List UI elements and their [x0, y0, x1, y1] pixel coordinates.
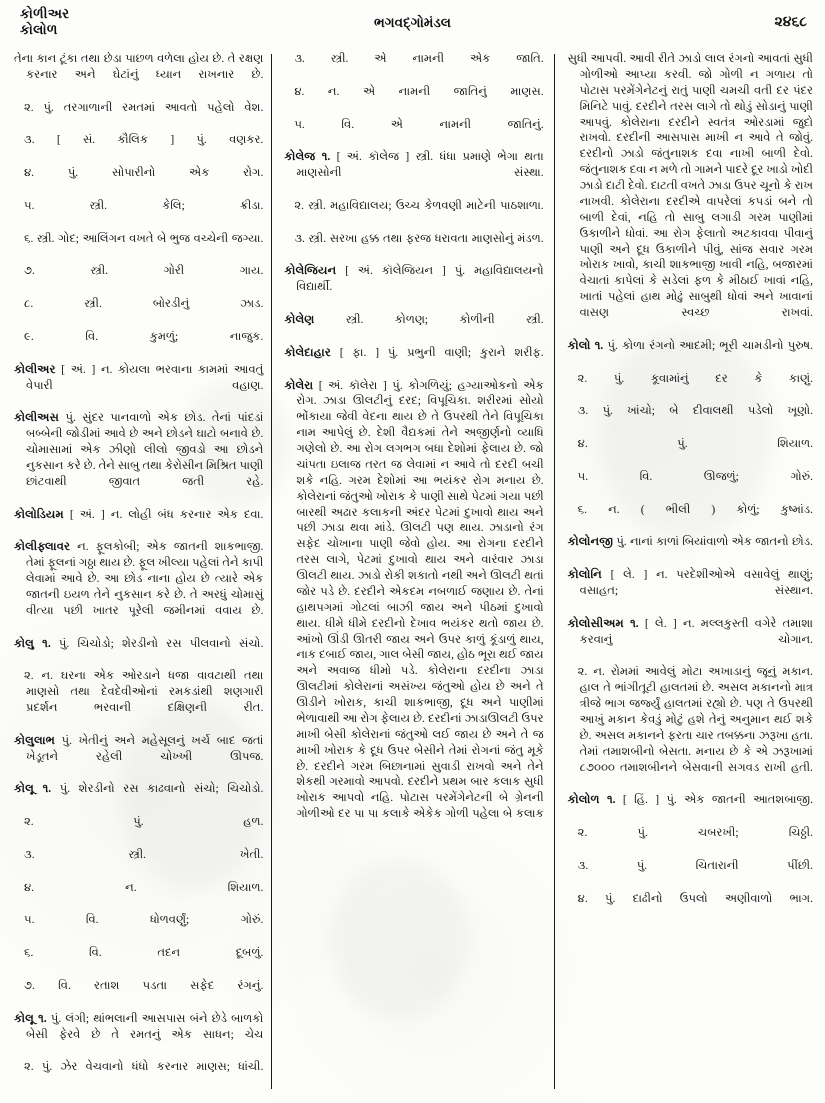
entry-sense	[568, 470, 813, 502]
entry-sense	[284, 52, 543, 84]
sense-text: ૫. વિ. ધોળવર્ણું; ગોરું.	[24, 914, 264, 927]
sense-number: ૧.	[42, 783, 52, 796]
entry-headword: કોલીઅર	[14, 363, 56, 376]
entry-definition: ન. લોહી બંધ કરનાર એક દવા.	[110, 508, 264, 521]
entry-definition: ન. મલ્લકુસ્તી વગેરે તમાશા કરવાનું ચોગાન.	[579, 617, 813, 646]
entry-sense	[14, 133, 263, 165]
dictionary-entry	[284, 346, 543, 378]
entry-sense	[284, 199, 543, 231]
entry-headword: કોલોનજી	[567, 536, 614, 549]
page-header	[14, 6, 811, 50]
entry-headword: કોલૂ	[14, 1012, 34, 1025]
entry-headword: કોલો	[567, 339, 591, 352]
dictionary-title: ભગવદ્ગોમંડલ	[374, 15, 451, 30]
entry-sense	[14, 815, 263, 847]
entry-headword: કોલેદાહાર	[284, 346, 331, 359]
sense-number: ૧.	[607, 794, 616, 807]
sense-text: ૨. પું. ઝેર વેચવાનો ધંધો કરનાર માણસ; ધાંચી.	[24, 1061, 264, 1074]
entry-headword: કોલૂ	[14, 783, 34, 796]
running-head-last-word: કોલોળ	[20, 21, 58, 37]
entry-definition: પું. કોળા રંગનો આદમી; ભૂરી ચામડીનો પુરુષ.	[607, 339, 813, 352]
sense-text: ૨. ન. રોમમાં આવેલું મોટા અખાડાનું જૂનું મકાન. હાલ તે ભાંગીતૂટી હાલતમાં છે. અસલ મકાનનો માત્ર ત્રીજે ભાગ જર્જ્યું હાલતમાં રહ્યો છે. પણ તે ઉપરથી આખું મકાન કેવડું મોટું હશે તેનું અનુમાન થઈ શકે છે. અસલ મકાનને ફરતા ચાર તબક્કના ઝરૂખા હતા. તેમાં તમાશબીનો બેસતા. મનાય છે કે એ ઝરૂખામાં ૮૭૦૦૦ તમાશબીનને બેસવાની સગવડ રાખી હતી.	[577, 666, 813, 774]
continuation-text: સુધી આપવી. આવી રીતે ઝાડો લાલ રંગનો આવતાં સુધી ગોળીઓ આપ્યા કરવી. જો ગોળી ન ગળાય તો પોટાસ પરમેંગેનેટનું રાતું પાણી ચમચી વતી દર પંદર મિનિટે પાવું. દરદીને તરસ લાગે તો થોડું સોડાનું પાણી આપવું. કોલેરાના દરદીને સ્વતંત્ર ઓરડામાં જુદો રાખવો. દરદીની આસપાસ માખી ન આવે તે જોવું. દરદીનો ઝાડો જંતુનાશક દવા નાખી બાળી દેવો. જંતુનાશક દવા ન મળે તો ગામને પાદરે દૂર ખાડો ખોદી ઝાડો દાટી દેવો. દાટતી વખતે ઝાડા ઉપર ચૂનો કે રાખ નાખવી. કોલેરાના દરદીએ વાપરેલાં કપડાં બને તો બાળી દેવાં, નહિ તો સાબુ લગાડી ગરમ પાણીમાં ઉકાળીને ધોવાં. આ રોગ ફેલાતો અટકાવવા પીવાનું પાણી અને દૂધ ઉકાળીને પીવું, સાંજ સવાર ગરમ ખોરાક ખાવો, કાચી શાકભાજી ખાવી નહિ, બજારમાં વેચાતાં કાપેલાં કે સડેલાં ફળ કે મીઠાઈ ખાવાં નહિ, ખાતાં પહેલાં હાથ મોઢું સાબુથી ધોવાં અને ખાવાનાં વાસણ સ્વચ્છ રાખવાં.	[567, 53, 813, 319]
entry-definition: પું. કોગળિયું; હગ્યાઓકનો એક રોગ. ઝાડા ઊલટીનું દરદ; વિપૂચિકા. શરીરમાં સોયો ભોંકાયા જેવી વેદના થાય છે તે ઉપરથી તેને વિપૂચિકા નામ આપેલું છે. દેશી વૈદ્યકમાં તેને અજીર્ણનો વ્યાધિ ગણેલો છે. આ રોગ લગભગ બધા દેશોમાં ફેલાય છે. જો ચાંપતા ઇલાજ તરત જ લેવામાં ન આવે તો દરદી બચી શકે નહિ. ગરમ દેશોમાં આ ભયંકર રોગ મનાય છે. કોલેરાનાં જંતુઓ ખોરાક કે પાણી સાથે પેટમાં ગયા પછી બારથી અઢાર કલાકની અંદર પેટમાં દુખાવો થાય અને પછી ઝાડા થવા માંડે. ઊલટી પણ થાય. ઝાડાનો રંગ સફેદ ચોખાના પાણી જેવો હોય. આ રોગના દરદીને તરસ લાગે, પેટમાં દુખાવો થાય અને વારંવાર ઝાડા ઊલટી થાય. ઝાડો રોકી શકાતો નથી અને ઊલટી થતાં જોર પડે છે. દરદીને એકદમ નબળાઈ જણાય છે. તેનાં હાથપગમાં ગોટલાં બાઝી જાય અને પીઠમાં દુખાવો થાય. ધીમે ધીમે દરદીનો દેખાવ ભયંકર થતો જાય છે. આંખો ઊંડી ઊતરી જાય અને ઉપર કાળું કૂંડાળું થાય, નાક દબાઈ જાય, ગાલ બેસી જાય, હોઠ ભૂરા થઈ જાય અને અવાજ ધીમો પડે. કોલેરાના દરદીના ઝાડા ઊલટીમાં કોલેરાનાં અસંખ્ય જંતુઓ હોય છે અને તે ઊડીને ખોરાક, કાચી શાકભાજી, દૂધ અને પાણીમાં ભેળાવાથી આ રોગ ફેલાય છે. દરદીનાં ઝાડાઊલટી ઉપર માખી બેસી કોલેરાનાં જંતુઓ લઈ જાય છે અને તે જ માખી ખોરાક કે દૂધ ઉપર બેસીને તેમાં રોગનાં જંતુ મૂકે છે. દરદીને ગરમ બિછાનામાં સુવાડી રાખવો અને તેને શેકથી ગરમાવો આપવો. દરદીને પ્રથમ બાર કલાક સુધી ખોરાક આપવો નહિ. પોટાસ પરમેંગેનેટની બે ગ્રેનની ગોળીઓ દર પા પા કલાકે એકેક ગોળી પહેલા બે કલાક	[296, 379, 544, 821]
sense-text: ૨. પું. ચબરખી; ચિઠ્ઠી.	[577, 827, 813, 839]
entry-headword: કોલેજિયન	[284, 265, 337, 278]
entry-definition: સ્ત્રી. કોળણ; કોળીની સ્ત્રી.	[345, 314, 544, 326]
sense-text: ૩. પું. ચિતારાની પીંછી.	[577, 859, 813, 872]
dictionary-entry	[14, 363, 263, 411]
entry-definition: પું. ચિચોડો; શેરડીનો રસ પીલવાનો સંચો.	[58, 637, 264, 650]
entry-etymology: [ અં. કૉલેરા ]	[318, 379, 387, 392]
entry-definition: સ્ત્રી. ધંધા પ્રમાણે ભેગા થતા માણસોની સંસ્થા.	[296, 151, 544, 180]
entry-sense	[284, 232, 543, 264]
sense-number: ૧.	[38, 1012, 47, 1025]
entry-sense	[568, 826, 813, 858]
entry-continuation	[568, 52, 813, 338]
sense-number: ૧.	[321, 151, 331, 164]
entry-definition: પું. સુંદર પાનવાળો એક છોડ. તેનાં પાંદડાં બબ્બેની જોડીમાં આવે છે અને છોડને ઘાટો બનાવે છે. ચોમાસામાં એક ઝીણો લીલો જીવડો આ છોડને નુકસાન કરે છે. તેને સાબુ તથા કેરોસીન મિશ્રિત પાણી છાંટવાથી જીવાત જતી રહે.	[26, 412, 264, 488]
entry-sense	[568, 503, 813, 535]
entry-headword: કોલેણ	[284, 314, 315, 326]
sense-text: ૬. ન. ( ભીલી ) કોળું; કુષ્માંડ.	[577, 503, 813, 516]
entry-sense	[284, 118, 543, 150]
entry-etymology: [ અં. કૉલેજ ]	[336, 151, 410, 164]
sense-text: ૮. સ્ત્રી. બોરડીનું ઝાડ.	[24, 298, 264, 311]
dictionary-entry	[14, 782, 263, 814]
entry-sense	[14, 669, 263, 733]
entry-etymology: [ અં. કૉલેજિયન ]	[345, 265, 446, 278]
sense-text: ૨. પું. કૂવામાંનું દર કે કાણું.	[577, 372, 813, 385]
entry-etymology: [ લે. ]	[610, 569, 648, 581]
sense-text: ૨. સ્ત્રી. મહાવિદ્યાલય; ઉચ્ચ કેળવણી માટેની પાઠશાળા.	[294, 199, 544, 212]
sense-text: ૩. પું. ખાંચો; બે દીવાલથી પડેલો ખૂણો.	[577, 405, 813, 418]
sense-text: ૬. વિ. તદન દૂબળું.	[24, 947, 264, 960]
entry-headword: કોલુ	[14, 637, 34, 650]
entry-definition: પું. પ્રભુની વાણી; કુરાને શરીફ.	[387, 346, 544, 359]
entry-headword: કોલોનિ	[567, 569, 602, 581]
entry-headword: કોલેરા	[284, 379, 314, 392]
sense-text: ૭. સ્ત્રી. ગોરી ગાય.	[24, 265, 264, 278]
entry-continuation	[14, 52, 263, 100]
sense-text: ૫. વિ. એ નામની જાતિનું.	[294, 118, 544, 131]
entry-definition: પું. ખેતીનું અને મહેસૂલનું ખર્ચ બાદ જતાં ખેડૂતને રહેલી ચોખ્ખી ઊપજ.	[26, 734, 264, 763]
sense-text: ૪. પું. શિયાળ.	[577, 438, 813, 450]
entry-sense	[14, 199, 263, 231]
dictionary-entry	[568, 339, 813, 371]
entry-definition: પું. શેરડીનો રસ કાઢવાનો સંચો; ચિચોડો.	[59, 783, 264, 796]
entry-sense	[14, 232, 263, 264]
sense-text: ૩. [ સં. કૌલિક ] પું. વણકર.	[24, 134, 264, 147]
dictionary-entry	[14, 734, 263, 782]
entry-headword: કોલીફ્લાવર	[14, 541, 71, 554]
entry-sense	[568, 665, 813, 792]
page-number: ૨૪૬૮	[774, 15, 807, 30]
sense-text: ૬. સ્ત્રી. ગોદ; આલિંગન વખતે બે ભુજ વચ્ચેની જગ્યા.	[24, 232, 264, 245]
dictionary-entry	[14, 508, 263, 540]
sense-text: ૨. પું. તરગાળાની રમતમાં આવતો પહેલો વેશ.	[24, 101, 264, 114]
sense-text: ૪. ન. એ નામની જાતિનું માણસ.	[294, 85, 544, 98]
entry-sense	[14, 979, 263, 1011]
sense-text: ૯. વિ. કુમળું; નાજુક.	[24, 330, 264, 343]
entry-sense	[568, 372, 813, 404]
entry-definition: પું. એક જાતની આતશબાજી.	[666, 794, 813, 807]
sense-number: ૧.	[630, 617, 639, 630]
entry-headword: કોલોસીઅમ	[567, 617, 624, 630]
entry-sense	[14, 913, 263, 945]
entry-sense	[14, 297, 263, 329]
column-right	[555, 52, 813, 1095]
entry-sense	[14, 946, 263, 978]
sense-text: ૩. સ્ત્રી. સરખા હક્ક તથા ફરજ ધરાવતા માણસોનું મંડળ.	[294, 232, 544, 245]
entry-headword: કોલીઅસ	[14, 412, 60, 425]
entry-sense	[14, 848, 263, 880]
sense-text: ૨. પું. હળ.	[24, 816, 264, 829]
column-container	[14, 52, 813, 1095]
entry-sense	[14, 881, 263, 913]
entry-headword: કોલોડિયમ	[14, 508, 64, 521]
dictionary-entry	[284, 150, 543, 198]
dictionary-entry	[568, 568, 813, 616]
entry-definition: પું. મહાવિદ્યાલયનો વિદ્યાર્થી.	[296, 265, 544, 294]
entry-headword: કોલુલાભ	[14, 734, 55, 747]
dictionary-entry	[14, 411, 263, 506]
entry-sense	[568, 859, 813, 891]
sense-number: ૧.	[42, 637, 51, 650]
sense-text: ૨. ન. ઘરના એક ઓરડાને ધજા વાવટાથી તથા માણસો તથા દેવદેવીઓનાં રમકડાંથી શણગારી પ્રદર્શન ભરવાની દક્ષિણની રીત.	[24, 670, 264, 714]
entry-headword: કોલેજ	[284, 151, 316, 164]
column-left	[14, 52, 271, 1095]
sense-text: ૩. સ્ત્રી. ખેતી.	[24, 848, 264, 861]
entry-definition: ન. પરદેશીઓએ વસાવેલું થાણું; વસાહત; સંસ્થાન.	[579, 569, 813, 597]
entry-sense	[568, 437, 813, 469]
dictionary-entry	[14, 1012, 263, 1060]
sense-text: ૪. ન. શિયાળ.	[24, 881, 264, 894]
sense-text: ૫. સ્ત્રી. કેલિ; ક્રીડા.	[24, 199, 264, 212]
entry-definition: ન. ફૂલકોબી; એક જાતની શાકભાજી. તેમાં ફૂલનાં ગઠ્ઠા થાય છે. ફૂલ ખીલ્યા પહેલાં તેને કાપી લેવામાં આવે છે. આ છોડ નાના હોય છે ત્યારે એક જાતની ઇયળ તેને નુકસાન કરે છે. તે અરધું ચોમાસું વીત્યા પછી ખાતર પૂરેલી જમીનમાં વવાય છે.	[26, 541, 264, 617]
entry-headword: કોલોળ	[567, 794, 600, 807]
dictionary-entry	[14, 637, 263, 669]
dictionary-entry	[14, 540, 263, 635]
running-head-first-word: કોળીઅર	[20, 6, 70, 21]
entry-etymology: [ અં. ]	[69, 508, 105, 521]
entry-definition: પું. લંગી; થાંભલાની આસપાસ બંને છેડે બાળકો બેસી ફેરવે છે તે રમતનું એક સાધન; ચેચ	[26, 1012, 264, 1041]
entry-definition: પું. નાનાં કાળાં બિયાંવાળો એક જાતનો છોડ.	[616, 536, 813, 549]
dictionary-entry	[284, 379, 543, 839]
entry-etymology: [ અં. ]	[61, 363, 96, 376]
entry-definition: ન. કોયલા ભરવાના કામમાં આવતું વેપારી વહાણ.	[26, 363, 264, 392]
entry-sense	[14, 1060, 263, 1092]
sense-text: ૩. સ્ત્રી. એ નામની એક જાતિ.	[294, 53, 544, 65]
sense-text: ૫. વિ. ઊજળું; ગોરું.	[577, 470, 813, 483]
sense-text: ૭. વિ. રતાશ પડતા સફેદ રંગનું.	[24, 979, 264, 992]
entry-sense	[14, 264, 263, 296]
entry-sense	[14, 101, 263, 133]
entry-etymology: [ લે. ]	[644, 617, 677, 630]
column-center	[272, 52, 553, 1095]
dictionary-entry	[568, 793, 813, 825]
sense-number: ૧.	[594, 339, 604, 352]
entry-sense	[14, 330, 263, 362]
entry-etymology: [ હિં. ]	[622, 794, 660, 807]
entry-sense	[568, 892, 813, 924]
sense-text: ૪. પું. સોપારીનો એક રોગ.	[24, 167, 264, 180]
dictionary-entry	[568, 535, 813, 567]
dictionary-entry	[284, 264, 543, 312]
entry-sense	[14, 166, 263, 198]
dictionary-entry	[284, 313, 543, 345]
continuation-text: તેના કાન ટૂંકા તથા છેડા પાછળ વળેલા હોય છે. તે રક્ષણ કરનાર અને ઘેટાંનું ધ્યાન રાખનાર છે.	[14, 53, 264, 81]
entry-sense	[568, 404, 813, 436]
entry-sense	[284, 85, 543, 117]
sense-text: ૪. પું. દાઢીનો ઉપલો અણીવાળો ભાગ.	[577, 892, 813, 905]
entry-etymology: [ ફા. ]	[339, 346, 380, 359]
dictionary-entry	[568, 617, 813, 665]
